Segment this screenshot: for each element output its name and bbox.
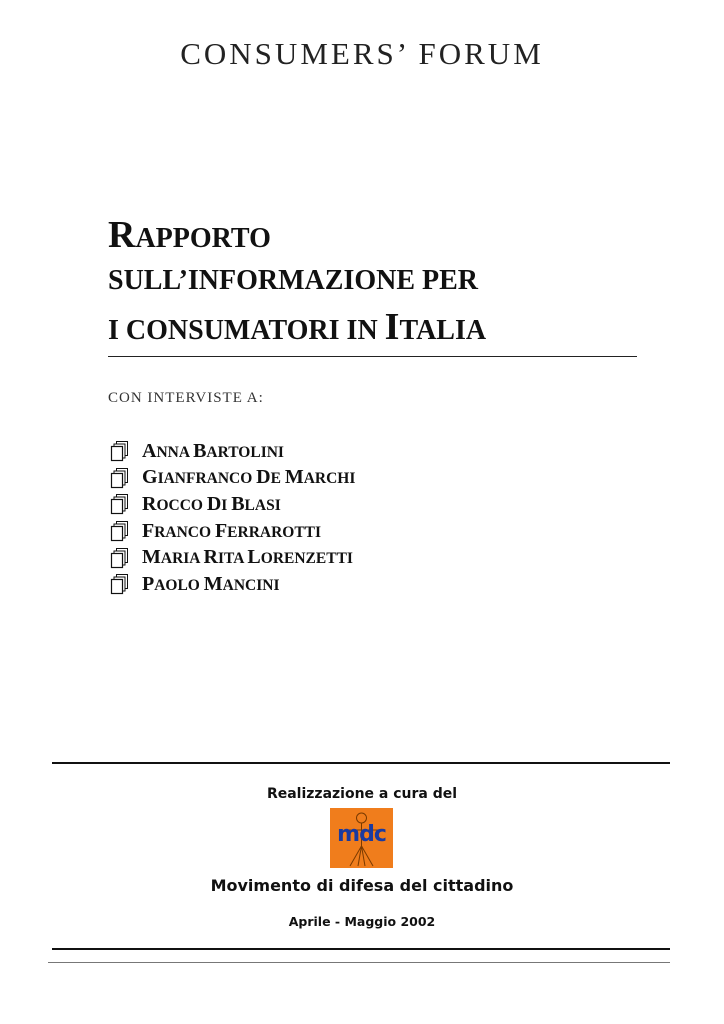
document-stack-icon (110, 467, 130, 489)
interviewee-name: FRANCO FERRAROTTI (142, 519, 322, 542)
title-line-3 (108, 304, 638, 350)
title-divider (108, 356, 637, 357)
document-stack-icon (110, 573, 130, 595)
title-line-3-part-b: TALIA (399, 315, 487, 346)
header-title: CONSUMERS’ FORUM (180, 36, 544, 71)
document-stack-icon (110, 440, 130, 462)
logo-text: mdc (337, 822, 386, 847)
interviewee-item (110, 438, 510, 465)
realization-label: Realizzazione a cura del (266, 786, 458, 802)
mdc-logo (330, 808, 393, 868)
document-stack-icon (110, 493, 130, 515)
document-stack-icon (110, 520, 130, 542)
interviewee-item (110, 544, 510, 571)
interviewee-name: ANNA BARTOLINI (142, 439, 284, 462)
interviewee-item (110, 518, 510, 545)
interviewee-list (110, 438, 510, 598)
interviewee-item (110, 491, 510, 518)
interviewee-name: PAOLO MANCINI (142, 572, 280, 595)
title-rest: APPORTO (135, 223, 271, 254)
title-line-2: SULL’INFORMAZIONE PER (108, 265, 479, 296)
interviewee-name: MARIA RITA LORENZETTI (142, 546, 353, 569)
title-line-3-initial: I (384, 306, 400, 348)
interviewee-name: ROCCO DI BLASI (142, 492, 281, 515)
interviewee-item (110, 465, 510, 492)
interviewee-item (110, 571, 510, 598)
footer-top-divider (52, 762, 670, 764)
title-line-1 (108, 212, 638, 258)
title-initial: R (108, 214, 136, 256)
title-line-3-part-a: I CONSUMATORI IN (108, 315, 385, 346)
organization-name: Movimento di difesa del cittadino (210, 876, 514, 895)
report-title (108, 212, 638, 350)
report-date: Aprile - Maggio 2002 (288, 914, 436, 929)
page-bottom-rule (48, 962, 670, 963)
interviewee-name: GIANFRANCO DE MARCHI (142, 466, 356, 489)
document-stack-icon (110, 547, 130, 569)
interviews-intro: CON INTERVISTE A: (108, 390, 264, 406)
footer-bottom-divider (52, 948, 670, 950)
